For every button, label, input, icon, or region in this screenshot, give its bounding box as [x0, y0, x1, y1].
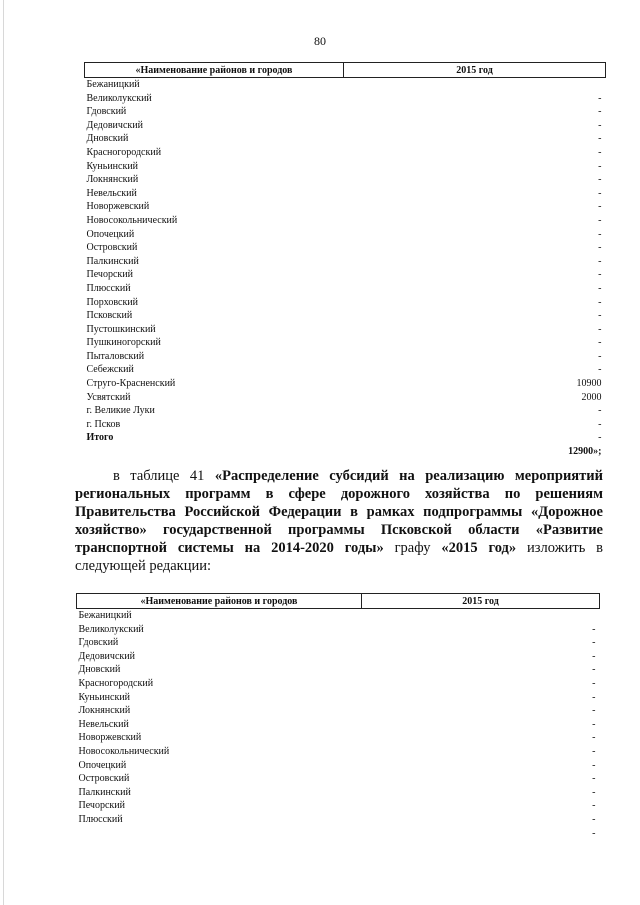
- district-name: Печорский: [86, 269, 133, 281]
- district-name: Печорский: [78, 800, 125, 812]
- district-value: [362, 609, 600, 623]
- table-row: [85, 187, 606, 201]
- table-row: [85, 404, 606, 418]
- table-title-quote: «Распределение субсидий на реализацию мероприятий региональных программ в сфере дорожного хозяйства по решениям Правительства Российской Федерации в рамках подпрограммы «Дорожное хозяйство» государственной программы Псковской области «Развитие транспортной системы на 2014-2020 годы»: [75, 468, 603, 556]
- total-dash: -: [598, 432, 602, 444]
- district-value: [344, 78, 606, 92]
- district-value: -: [598, 187, 602, 199]
- district-value: -: [598, 228, 602, 240]
- district-value: -: [598, 119, 602, 131]
- district-value: -: [592, 745, 596, 757]
- table-row: [85, 255, 606, 269]
- district-name: Невельский: [86, 187, 137, 199]
- total-row: [85, 431, 606, 445]
- table-row: [77, 731, 600, 745]
- district-value: -: [592, 800, 596, 812]
- district-name: Плюсский: [78, 813, 123, 825]
- district-value: -: [598, 160, 602, 172]
- districts-table-2: [76, 593, 600, 840]
- district-name: Дедовичский: [78, 650, 135, 662]
- district-value: -: [598, 337, 602, 349]
- table-row: [85, 92, 606, 106]
- table-row: [85, 146, 606, 160]
- table-row: [85, 323, 606, 337]
- district-value: -: [598, 282, 602, 294]
- header-year-2015: 2015 год: [344, 63, 606, 78]
- paragraph-middle: графу: [383, 540, 442, 556]
- district-name: Локнянский: [86, 174, 139, 186]
- district-value: -: [592, 827, 596, 839]
- table-row: [85, 418, 606, 432]
- table-row: [85, 309, 606, 323]
- district-name: Красногородский: [78, 677, 154, 689]
- district-name: Великолукский: [86, 92, 152, 104]
- district-value: -: [592, 691, 596, 703]
- table-header-row: [85, 63, 606, 78]
- table-row: [77, 691, 600, 705]
- table-row: [77, 636, 600, 650]
- district-value: -: [592, 705, 596, 717]
- district-name: Куньинский: [78, 691, 131, 703]
- page-number: 80: [314, 34, 326, 48]
- table-row: [85, 228, 606, 242]
- district-value: -: [598, 201, 602, 213]
- district-value: -: [598, 269, 602, 281]
- table-row: [77, 827, 600, 841]
- table-row: [85, 363, 606, 377]
- table-row: [85, 119, 606, 133]
- table-row: [85, 241, 606, 255]
- district-name: Пушкиногорский: [86, 337, 161, 349]
- district-name: Пыталовский: [86, 350, 145, 362]
- district-value: -: [598, 242, 602, 254]
- table-row: [77, 813, 600, 827]
- district-value: -: [592, 637, 596, 649]
- district-value: -: [592, 773, 596, 785]
- district-value: -: [592, 732, 596, 744]
- district-value: -: [592, 813, 596, 825]
- district-name: Дновский: [78, 664, 121, 676]
- district-value: -: [598, 418, 602, 430]
- district-name: Островский: [86, 242, 138, 254]
- district-name: Локнянский: [78, 705, 131, 717]
- district-value: -: [598, 133, 602, 145]
- district-name: [77, 827, 362, 841]
- district-value: -: [598, 146, 602, 158]
- table-row: [77, 772, 600, 786]
- district-name: Куньинский: [86, 160, 139, 172]
- district-value: -: [592, 786, 596, 798]
- district-name: Порховский: [86, 296, 139, 308]
- district-name: Опочецкий: [78, 759, 127, 771]
- district-name: Красногородский: [86, 146, 162, 158]
- table-row: [85, 132, 606, 146]
- districts-table-2-body: [77, 609, 600, 841]
- paragraph-tail: изложить в следующей редакции:: [75, 540, 604, 574]
- districts-table-1: [84, 62, 606, 459]
- table-row: [77, 799, 600, 813]
- district-value: -: [598, 92, 602, 104]
- table-row: [77, 718, 600, 732]
- table-row: [85, 173, 606, 187]
- table-row: [85, 336, 606, 350]
- table-row: [85, 105, 606, 119]
- table-row: [77, 623, 600, 637]
- district-value: -: [598, 255, 602, 267]
- district-name: Палкинский: [78, 786, 131, 798]
- table-row: [85, 214, 606, 228]
- column-name-quote: «2015 год»: [441, 540, 517, 556]
- district-name: Опочецкий: [86, 228, 135, 240]
- district-value: -: [598, 350, 602, 362]
- district-name: Новосокольнический: [78, 745, 170, 757]
- scan-edge-line: [3, 0, 4, 905]
- table-row: [85, 200, 606, 214]
- district-value: -: [598, 106, 602, 118]
- table-row: [77, 704, 600, 718]
- district-value: -: [598, 405, 602, 417]
- total-label: Итого: [86, 432, 114, 444]
- district-value: -: [592, 759, 596, 771]
- district-name: Бежаницкий: [78, 610, 132, 621]
- district-value: -: [592, 718, 596, 730]
- table-row: [77, 677, 600, 691]
- total-value-row: [85, 445, 606, 459]
- district-name: Дедовичский: [86, 119, 143, 131]
- district-name: г. Псков: [86, 418, 121, 430]
- district-name: Гдовский: [86, 106, 127, 118]
- amendment-paragraph: [75, 467, 603, 575]
- district-name: Невельский: [78, 718, 129, 730]
- district-name: Новоржевский: [86, 201, 150, 213]
- empty-cell: [85, 445, 344, 459]
- table-header-row: [77, 594, 600, 609]
- header-district-name: «Наименование районов и городов: [85, 63, 344, 78]
- district-name: Дновский: [86, 133, 129, 145]
- district-name: Новоржевский: [78, 732, 142, 744]
- table-row: [85, 391, 606, 405]
- header-district-name: «Наименование районов и городов: [77, 594, 362, 609]
- table-row: [85, 350, 606, 364]
- district-value: 10900: [576, 378, 602, 390]
- table-row: [85, 78, 606, 92]
- district-name: Усвятский: [86, 391, 131, 403]
- table-row: [85, 296, 606, 310]
- table-row: [77, 663, 600, 677]
- district-name: Пустошкинский: [86, 323, 156, 335]
- district-name: Бежаницкий: [86, 79, 140, 90]
- district-value: -: [592, 650, 596, 662]
- district-value: -: [592, 623, 596, 635]
- table-row: [77, 609, 600, 623]
- table-row: [77, 650, 600, 664]
- table-row: [85, 268, 606, 282]
- district-value: 2000: [581, 391, 602, 403]
- table-row: [85, 377, 606, 391]
- table-row: [77, 759, 600, 773]
- districts-table-1-body: [85, 78, 606, 459]
- table-row: [77, 786, 600, 800]
- district-name: Новосокольнический: [86, 214, 178, 226]
- district-value: -: [598, 364, 602, 376]
- district-name: г. Великие Луки: [86, 405, 155, 417]
- district-name: Плюсский: [86, 282, 131, 294]
- district-name: Палкинский: [86, 255, 139, 267]
- district-name: Островский: [78, 773, 130, 785]
- total-value: 12900»;: [568, 446, 602, 458]
- district-value: -: [592, 664, 596, 676]
- table-row: [85, 160, 606, 174]
- district-value: -: [598, 174, 602, 186]
- district-value: -: [598, 323, 602, 335]
- district-name: Гдовский: [78, 637, 119, 649]
- district-value: -: [598, 296, 602, 308]
- district-value: -: [598, 214, 602, 226]
- district-name: Струго-Красненский: [86, 378, 176, 390]
- table-row: [77, 745, 600, 759]
- district-name: Псковский: [86, 310, 133, 322]
- table-row: [85, 282, 606, 296]
- district-name: Великолукский: [78, 623, 144, 635]
- district-value: -: [598, 310, 602, 322]
- district-name: Себежский: [86, 364, 134, 376]
- header-year-2015: 2015 год: [362, 594, 600, 609]
- district-value: -: [592, 677, 596, 689]
- paragraph-lead: в таблице 41: [113, 468, 215, 484]
